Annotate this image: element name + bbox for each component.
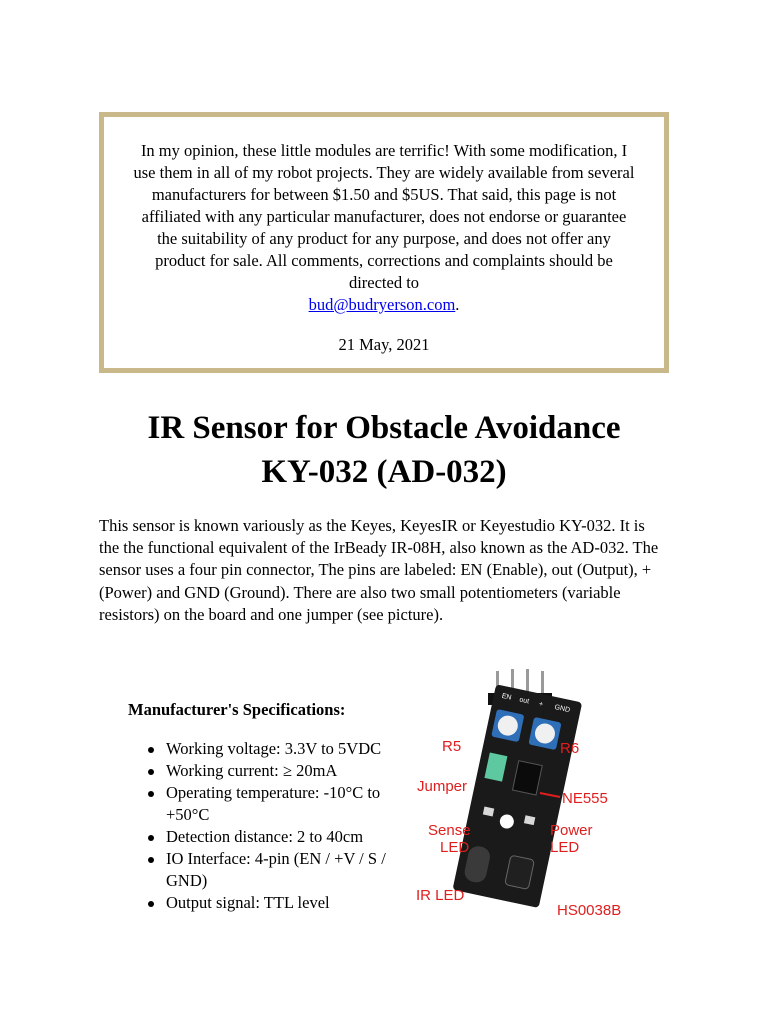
disclaimer-date: 21 May, 2021	[338, 335, 430, 354]
title-line-2: KY-032 (AD-032)	[261, 454, 507, 490]
spec-item: Detection distance: 2 to 40cm	[128, 826, 413, 848]
spec-item: Working current: ≥ 20mA	[128, 760, 413, 782]
title-line-1: IR Sensor for Obstacle Avoidance	[147, 410, 621, 446]
specs-list	[128, 738, 413, 914]
page-title	[0, 406, 768, 494]
label-r6: R6	[560, 740, 580, 757]
label-ir-led: IR LED	[416, 887, 465, 904]
label-jumper: Jumper	[417, 778, 468, 795]
spec-item: Operating temperature: -10°C to +50°C	[128, 782, 413, 826]
disclaimer-text	[130, 140, 638, 356]
label-sense-2: LED	[440, 839, 470, 856]
spec-item: Working voltage: 3.3V to 5VDC	[128, 738, 413, 760]
label-power-2: LED	[550, 839, 580, 856]
disclaimer-box	[99, 112, 669, 373]
spec-item: IO Interface: 4-pin (EN / +V / S / GND)	[128, 848, 413, 892]
label-sense-1: Sense	[428, 822, 471, 839]
spec-item: Output signal: TTL level	[128, 892, 413, 914]
label-power-1: Power	[550, 822, 593, 839]
disclaimer-paragraph	[130, 140, 638, 316]
label-ne555: NE555	[562, 790, 608, 807]
email-suffix: .	[455, 295, 460, 314]
specs-heading: Manufacturer's Specifications:	[128, 700, 346, 719]
pin-label-out: out	[518, 696, 530, 706]
disclaimer-body: In my opinion, these little modules are terrific! With some modification, I use them in all of my robot projects. They are widely available from several manufacturers for between $1.50 and $5US. That said, this page is not affiliated with any particular manufacturer, does not endorse or guarantee the suitability of any product for any purpose, and does not offer any product for sale. All comments, corrections and complaints should be directed to	[133, 141, 635, 292]
email-link[interactable]: bud@budryerson.com	[308, 295, 456, 314]
pin-label-gnd: GND	[553, 704, 571, 715]
label-r5: R5	[442, 738, 462, 755]
pin-label-plus: +	[538, 700, 544, 709]
label-hs0038b: HS0038B	[557, 902, 622, 919]
sensor-module-picture	[412, 663, 622, 925]
pin-label-en: EN	[501, 692, 513, 702]
intro-paragraph: This sensor is known variously as the Keyes, KeyesIR or Keyestudio KY-032. It is the the functional equivalent of the IrBeady IR-08H, also known as the AD-032. The sensor uses a four pin connector, The pins are labeled: EN (Enable), out (Output), + (Power) and GND (Ground). There are also two small potentiometers (variable resistors) on the board and one jumper (see picture).	[99, 516, 659, 624]
